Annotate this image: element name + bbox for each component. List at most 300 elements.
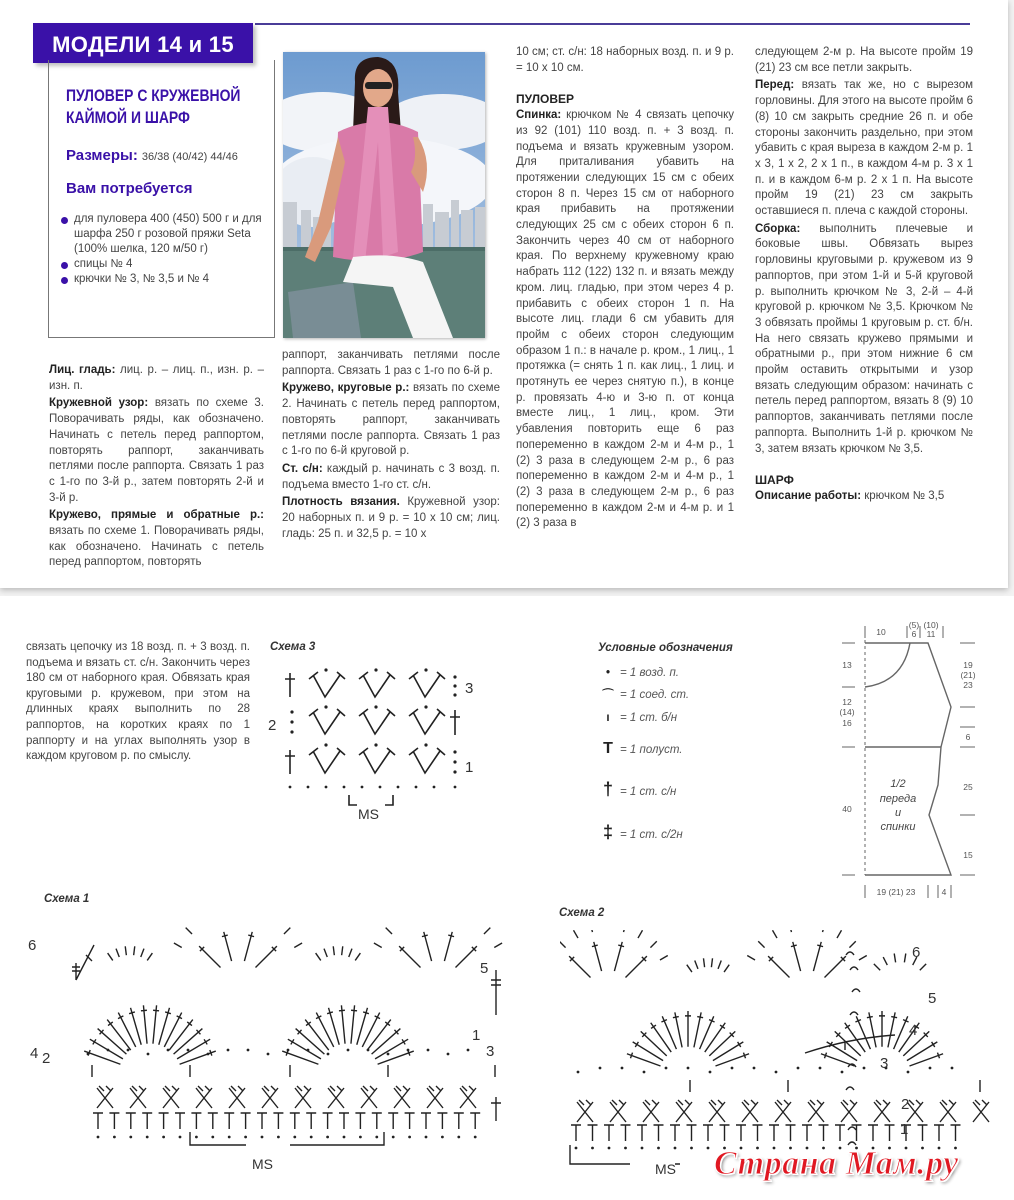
chain-dot xyxy=(179,1136,182,1139)
row-label: 4 xyxy=(30,1045,39,1062)
legend-item: • = 1 возд. п. xyxy=(600,667,679,679)
double-crochet-stitch xyxy=(169,1020,193,1050)
watermark-logo: Страна Мам.ру xyxy=(714,1145,959,1182)
row-label: 2 xyxy=(268,717,277,734)
text-column-2 xyxy=(282,348,500,544)
single-crochet-stitch xyxy=(294,943,302,948)
ms-bracket xyxy=(190,1132,384,1145)
treble-crochet-stitch xyxy=(825,956,846,977)
schema-3-chart xyxy=(265,655,490,830)
treble-crochet-stitch xyxy=(256,946,277,967)
chain-dot xyxy=(657,1147,660,1150)
chain-dot xyxy=(97,1136,100,1139)
row-3-stitches xyxy=(285,672,445,697)
paragraph: следующем 2-м р. На высоте пройм 19 (21) 23 см все петли закрыть. xyxy=(755,46,973,74)
double-crochet-stitch xyxy=(378,1050,414,1064)
paragraph: Ст. с/н: каждый р. начинать с 3 возд. п. подъема вместо 1-го ст. с/н. xyxy=(282,462,500,491)
row-label: 1 xyxy=(900,1121,909,1138)
chain-dot xyxy=(447,1053,450,1056)
chain-dot xyxy=(591,1147,594,1150)
chain-dot xyxy=(167,1049,170,1052)
chain-dot xyxy=(690,1147,693,1150)
double-crochet-stitch xyxy=(715,1053,749,1066)
materials-item: для пуловера 400 (450) 500 г и для шарфа 250 г розовой пряжи Seta (100% шелка, 120 м/50 г) xyxy=(58,212,263,257)
chain-dot xyxy=(841,1071,844,1074)
paragraph: Кружево, прямые и обратные р.: вязать по схеме 1. Поворачивать ряды, как обозначено. Начинать с петель перед раппортом, повторять xyxy=(49,509,264,569)
half-double-stitch xyxy=(208,1113,218,1129)
single-crochet-stitch xyxy=(789,930,791,932)
double-crochet-stitch xyxy=(855,1016,870,1049)
half-double-stitch xyxy=(175,1113,185,1129)
ms-bracket xyxy=(349,795,393,805)
crossed-stitch xyxy=(460,1086,476,1108)
treble-crochet-stitch xyxy=(444,932,454,961)
dim-label: 19 xyxy=(963,660,973,670)
single-crochet-stitch xyxy=(186,928,192,934)
title-line-2: КАЙМОЙ И ШАРФ xyxy=(66,108,190,127)
dim-label: 19 (21) 23 xyxy=(876,887,916,897)
chain-dot xyxy=(392,1136,395,1139)
chain-dot-icon: • xyxy=(605,667,611,679)
half-double-stitch xyxy=(372,1113,382,1129)
paragraph: Лиц. гладь: лиц. р. – лиц. п., изн. р. – изн. п. xyxy=(49,364,264,392)
crossed-stitch xyxy=(709,1100,725,1122)
half-double-stitch xyxy=(191,1113,201,1129)
crossed-stitch xyxy=(907,1100,923,1122)
double-crochet-stitch xyxy=(282,1050,318,1064)
schema-3-title: Схема 3 xyxy=(270,641,316,653)
ms-label: MS xyxy=(655,1161,676,1177)
single-crochet-stitch xyxy=(660,956,668,961)
chain-dot xyxy=(951,1067,954,1070)
header-rule xyxy=(255,23,970,25)
double-crochet-stitch xyxy=(694,1012,703,1047)
single-crochet-stitch xyxy=(494,943,502,948)
sizes xyxy=(66,147,238,164)
single-crochet-stitch xyxy=(849,941,855,947)
crossed-stitch xyxy=(97,1086,113,1108)
materials-heading: Вам потребуется xyxy=(66,180,193,197)
single-crochet-stitch xyxy=(638,930,643,938)
single-crochet-bar-icon: ı xyxy=(606,712,610,724)
schema-2-chart xyxy=(560,930,1000,1180)
chain-dot xyxy=(359,1136,362,1139)
half-double-stitch xyxy=(257,1113,267,1129)
chain-dot xyxy=(127,1049,130,1052)
treble-crochet-cross-icon: ‡ xyxy=(602,822,613,842)
half-double-stitch xyxy=(654,1125,664,1141)
half-double-t-icon: T xyxy=(603,740,613,757)
chain-dot xyxy=(665,1067,668,1070)
section-heading-scarf: ШАРФ xyxy=(755,473,794,488)
chain-dot xyxy=(687,1067,690,1070)
single-crochet-stitch xyxy=(484,928,490,934)
single-crochet-stitch xyxy=(374,943,382,948)
slip-stitch-arc xyxy=(848,1127,856,1130)
double-crochet-stitch xyxy=(327,1008,339,1045)
chain-dot xyxy=(467,1049,470,1052)
legend-item: T = 1 полуст. xyxy=(600,740,682,758)
row-label: 1 xyxy=(465,759,474,776)
half-double-stitch xyxy=(241,1113,251,1129)
single-crochet-stitch xyxy=(349,949,352,957)
chain-dot xyxy=(310,1136,313,1139)
chain-dot xyxy=(441,1136,444,1139)
half-double-stitch xyxy=(437,1113,447,1129)
chain-dot xyxy=(195,1136,198,1139)
paragraph: Кружево, круговые р.: вязать по схеме 2. Начинать с петель перед раппортом, повторять раппорт, заканчивать петлями после раппорта. Связать 1 раз с 1-го по 6-й круговой р. xyxy=(282,382,500,458)
double-crochet-stitch xyxy=(867,1012,876,1047)
legend-item: ‡ = 1 ст. с/2н xyxy=(600,822,683,843)
treble-crochet-stitch xyxy=(422,932,432,961)
pattern-title xyxy=(66,85,241,129)
crossed-stitch xyxy=(130,1086,146,1108)
slip-stitch-arc xyxy=(846,1087,854,1090)
treble-crochet-stitch xyxy=(569,956,590,977)
crossed-stitch xyxy=(874,1100,890,1122)
crossed-stitch xyxy=(676,1100,692,1122)
chain-dot xyxy=(474,1136,477,1139)
half-double-stitch xyxy=(604,1125,614,1141)
chain-dot xyxy=(797,1067,800,1070)
treble-crochet-stitch xyxy=(199,946,220,967)
crossed-stitch xyxy=(940,1100,956,1122)
magazine-page-top xyxy=(0,0,1008,588)
double-crochet-stitch xyxy=(305,1020,329,1050)
treble-crochet-stitch xyxy=(456,946,477,967)
single-crochet-stitch xyxy=(724,965,729,972)
model-badge: МОДЕЛИ 14 и 15 xyxy=(33,23,253,63)
chain-dot xyxy=(387,1053,390,1056)
chain-dot xyxy=(643,1071,646,1074)
double-crochet-stitch xyxy=(673,1012,682,1047)
single-crochet-stitch xyxy=(284,928,290,934)
half-double-stitch xyxy=(126,1113,136,1129)
chain-dot xyxy=(863,1067,866,1070)
garment-schematic xyxy=(830,620,1010,905)
half-double-stitch xyxy=(934,1125,944,1141)
crossed-stitch xyxy=(973,1100,989,1122)
half-double-stitch xyxy=(388,1113,398,1129)
single-crochet-stitch xyxy=(116,949,119,957)
slip-stitch-arc xyxy=(852,989,860,992)
schema-1-chart xyxy=(20,925,510,1180)
crossed-stitch xyxy=(196,1086,212,1108)
double-crochet-stitch xyxy=(159,1008,171,1045)
double-crochet-stitch xyxy=(651,1023,672,1052)
half-double-stitch xyxy=(159,1113,169,1129)
crossed-stitch xyxy=(295,1086,311,1108)
dim-label: 15 xyxy=(963,850,973,860)
double-crochet-stitch xyxy=(372,1029,401,1055)
chain-dot xyxy=(641,1147,644,1150)
chain-dot xyxy=(929,1067,932,1070)
chain-dot xyxy=(326,1136,329,1139)
neckline xyxy=(865,643,910,687)
single-crochet-stitch xyxy=(874,964,880,970)
dim-label: 6 xyxy=(965,732,971,742)
double-crochet-stitch xyxy=(894,1016,909,1049)
treble-crochet-stitch xyxy=(592,942,602,971)
double-crochet-stitch xyxy=(661,1016,676,1049)
chain-dot xyxy=(293,1136,296,1139)
half-double-stitch xyxy=(786,1125,796,1141)
double-crochet-stitch xyxy=(153,1005,159,1043)
chain-dot xyxy=(113,1136,116,1139)
single-crochet-stitch xyxy=(837,930,842,938)
chain-dot xyxy=(775,1071,778,1074)
single-crochet-stitch xyxy=(590,930,592,932)
single-crochet-stitch xyxy=(333,946,334,955)
single-crochet-stitch xyxy=(703,958,704,967)
single-crochet-stitch xyxy=(904,953,905,962)
dim-label: 40 xyxy=(842,804,852,814)
chain-dot xyxy=(621,1067,624,1070)
half-double-stitch xyxy=(405,1113,415,1129)
chain-dot xyxy=(267,1053,270,1056)
row-label: 3 xyxy=(465,680,474,697)
row-label: 2 xyxy=(901,1096,910,1113)
double-crochet-stitch xyxy=(180,1050,216,1064)
chain-dot xyxy=(599,1067,602,1070)
paragraph: Кружевной узор: вязать по схеме 3. Поворачивать ряды, как обозначено. Начинать с петель перед раппортом, повторять раппорт, заканчивать петлями после раппорта. Связать 1 раз с 1-го по 3-й р., затем повторять 2-й и 3-й р. xyxy=(49,397,264,504)
double-crochet-stitch xyxy=(709,1031,735,1056)
half-double-stitch xyxy=(470,1113,480,1129)
double-crochet-cross-icon: † xyxy=(602,779,613,799)
piece-label: переда xyxy=(879,793,917,805)
piece-label: 1/2 xyxy=(890,778,906,790)
dim-label: 11 xyxy=(926,629,936,639)
paragraph: Плотность вязания. Кружевной узор: 20 наборных п. и 9 р. = 10 х 10 см; лиц. гладь: 25 п. и 32,5 р. = 10 х xyxy=(282,496,500,540)
double-stitch xyxy=(491,1097,501,1121)
schema-1-title: Схема 1 xyxy=(44,893,90,905)
chain-dot xyxy=(575,1147,578,1150)
double-crochet-stitch xyxy=(357,1008,369,1045)
dim-label: 12 xyxy=(842,697,852,707)
half-double-stitch xyxy=(637,1125,647,1141)
half-double-stitch xyxy=(588,1125,598,1141)
double-crochet-stitch xyxy=(888,1012,897,1047)
dim-label: 16 xyxy=(842,718,852,728)
double-crochet-stitch xyxy=(641,1031,667,1056)
treble-crochet-stitch xyxy=(614,942,624,971)
single-crochet-stitch xyxy=(711,958,712,967)
single-crochet-stitch xyxy=(695,960,698,968)
treble-crochet-stitch xyxy=(626,956,647,977)
chain-dot xyxy=(277,1136,280,1139)
half-double-stitch xyxy=(323,1113,333,1129)
photo-sunglasses xyxy=(365,82,392,89)
row-label: 1 xyxy=(472,1027,481,1044)
chain-dot xyxy=(327,1053,330,1056)
paragraph: Описание работы: крючком № 3,5 xyxy=(755,489,945,502)
model-photo xyxy=(283,52,485,338)
half-double-stitch xyxy=(290,1113,300,1129)
half-double-stitch xyxy=(736,1125,746,1141)
chain-dot xyxy=(731,1067,734,1070)
treble-crochet-stitch xyxy=(244,932,254,961)
row-label: 6 xyxy=(912,944,921,961)
single-crochet-stitch xyxy=(823,930,825,932)
dim-label: 6 xyxy=(911,629,917,639)
half-double-stitch xyxy=(868,1125,878,1141)
dim-label: (10) xyxy=(923,620,939,630)
materials-list xyxy=(58,212,263,287)
scarf-instructions: связать цепочку из 18 возд. п. + 3 возд. п. подъема и вязать ст. с/н. Закончить через 180 см от наборного края. Обвязать края круговыми р. кружевом, при этом на длинных краях выполнить по 28 раппортов, на коротких краях по 1 раппорту и на углах выполнять узор в каждом круговом р. по смыслу. xyxy=(26,641,250,763)
half-double-stitch xyxy=(753,1125,763,1141)
row-label: 6 xyxy=(28,937,37,954)
half-double-stitch xyxy=(769,1125,779,1141)
single-crochet-stitch xyxy=(324,949,327,957)
crossed-stitch xyxy=(643,1100,659,1122)
double-crochet-stitch xyxy=(700,1016,715,1049)
treble-crochet-stitch xyxy=(768,956,789,977)
chain-dot xyxy=(347,1049,350,1052)
single-crochet-stitch xyxy=(883,957,887,965)
chain-dot xyxy=(146,1136,149,1139)
double-crochet-stitch xyxy=(177,1039,210,1059)
legend-item: † = 1 ст. с/н xyxy=(600,779,676,800)
piece-label: спинки xyxy=(880,821,916,833)
row-label: 3 xyxy=(486,1043,495,1060)
half-double-stitch xyxy=(571,1125,581,1141)
text-column-1 xyxy=(49,363,264,573)
schema-2-title: Схема 2 xyxy=(559,907,605,919)
half-double-stitch xyxy=(819,1125,829,1141)
half-double-stitch xyxy=(224,1113,234,1129)
single-crochet-stitch xyxy=(108,953,113,960)
double-crochet-stitch xyxy=(375,1039,408,1059)
chain-dot xyxy=(709,1071,712,1074)
row-1-stitches xyxy=(285,748,445,774)
slip-stitch-arc xyxy=(850,1012,858,1015)
crossed-stitch xyxy=(808,1100,824,1122)
single-crochet-stitch xyxy=(624,930,626,932)
chain-dot xyxy=(753,1067,756,1070)
single-crochet-stitch xyxy=(316,953,321,960)
single-crochet-stitch xyxy=(342,946,343,955)
chain-dot xyxy=(907,1071,910,1074)
crossed-stitch xyxy=(742,1100,758,1122)
double-crochet-stitch xyxy=(129,1008,141,1045)
garment-outline xyxy=(865,643,951,875)
half-double-stitch xyxy=(273,1113,283,1129)
double-crochet-stitch xyxy=(685,1011,691,1047)
paragraph: 10 см; ст. с/н: 18 наборных возд. п. и 9 р. = 10 х 10 см. xyxy=(516,46,734,74)
chain-dot xyxy=(408,1136,411,1139)
half-double-stitch xyxy=(835,1125,845,1141)
photo-top xyxy=(333,122,423,261)
dim-label: 10 xyxy=(876,627,886,637)
sizes-label: Размеры: xyxy=(66,147,138,164)
single-crochet-stitch xyxy=(141,949,144,957)
single-crochet-stitch xyxy=(758,941,764,947)
legend-item: ⌒ = 1 соед. ст. xyxy=(600,686,689,702)
single-crochet-stitch xyxy=(125,946,126,955)
dim-label: 23 xyxy=(963,680,973,690)
double-crochet-stitch xyxy=(845,1023,866,1052)
dim-label: (5) xyxy=(908,620,920,630)
dim-label: 25 xyxy=(963,782,973,792)
row-label: 5 xyxy=(480,960,489,977)
crossed-stitch xyxy=(328,1086,344,1108)
chain-dot xyxy=(608,1147,611,1150)
single-crochet-stitch xyxy=(574,930,579,938)
chain-dot xyxy=(457,1136,460,1139)
slip-stitch-arc-icon: ⌒ xyxy=(602,689,614,701)
double-crochet-stitch xyxy=(705,1023,726,1052)
double-crochet-stitch xyxy=(367,1020,391,1050)
sizes-value: 36/38 (40/42) 44/46 xyxy=(141,151,238,163)
chain-dot xyxy=(244,1136,247,1139)
dim-label: 4 xyxy=(941,887,947,897)
crossed-stitch xyxy=(163,1086,179,1108)
half-double-stitch xyxy=(339,1113,349,1129)
materials-item: крючки № 3, № 3,5 и № 4 xyxy=(58,272,263,287)
paragraph: Сборка: выполнить плечевые и боковые швы. Обвязать вырез горловины круговыми р. кружевом из 9 раппортов, при этом 1-й и 5-й круговой р. выполнить крючком № 3, 2-й – 4-й круговой р. крючком № 3,5. Крючком № 3 обвязать проймы 1 круговым р. ст. б/н. На него связать кружево прямыми и обратными р., при этом нижние 6 см пройм оставить открытыми и узор вязать следующим образом: начинать с петель перед раппортом, вязать 8 (9) 10 раппортов, заканчивать петлями после раппорта. Выполнить 1-й р. крючком № 3, затем вязать крючком № 3,5. xyxy=(755,222,973,455)
double-crochet-stitch xyxy=(141,1005,147,1043)
chain-dot xyxy=(129,1136,132,1139)
chain-dot xyxy=(707,1147,710,1150)
chain-dot xyxy=(247,1049,250,1052)
crossed-stitch xyxy=(394,1086,410,1108)
half-double-stitch xyxy=(142,1113,152,1129)
single-crochet-stitch xyxy=(920,964,926,970)
half-double-stitch xyxy=(670,1125,680,1141)
chain-dot xyxy=(674,1147,677,1150)
single-crochet-stitch xyxy=(386,928,392,934)
chain-dot xyxy=(624,1147,627,1150)
half-double-stitch xyxy=(802,1125,812,1141)
single-crochet-stitch xyxy=(560,941,566,947)
double-crochet-stitch xyxy=(879,1011,885,1047)
ms-label: MS xyxy=(252,1156,273,1172)
photo-chair xyxy=(288,282,361,338)
half-double-stitch xyxy=(355,1113,365,1129)
treble-crochet-stitch xyxy=(791,942,801,971)
chain-dot xyxy=(343,1136,346,1139)
single-crochet-stitch xyxy=(134,946,135,955)
half-double-stitch xyxy=(93,1113,103,1129)
double-crochet-stitch xyxy=(821,1053,855,1066)
crossed-stitch xyxy=(361,1086,377,1108)
half-double-stitch xyxy=(951,1125,961,1141)
treble-crochet-stitch xyxy=(813,942,823,971)
double-crochet-stitch xyxy=(288,1039,321,1059)
treble-crochet-stitch xyxy=(399,946,420,967)
chain-dot xyxy=(819,1067,822,1070)
crossed-stitch xyxy=(577,1100,593,1122)
legend-title: Условные обозначения xyxy=(598,642,733,654)
chain-dot xyxy=(228,1136,231,1139)
double-crochet-stitch xyxy=(98,1029,127,1055)
row-label: 4 xyxy=(909,1022,918,1039)
title-line-1: ПУЛОВЕР С КРУЖЕВНОЙ xyxy=(66,86,241,105)
chain-dot xyxy=(227,1049,230,1052)
slip-stitch-arc xyxy=(846,952,854,955)
chain-dot xyxy=(147,1053,150,1056)
single-crochet-stitch xyxy=(718,960,721,968)
double-crochet-stitch xyxy=(296,1029,325,1055)
treble-crochet-stitch xyxy=(72,945,94,980)
half-double-stitch xyxy=(687,1125,697,1141)
legend-item: ı = 1 ст. б/н xyxy=(600,712,677,724)
section-heading-pullover: ПУЛОВЕР xyxy=(516,92,575,107)
double-crochet-stitch xyxy=(84,1050,120,1064)
slip-stitch-arc xyxy=(850,967,858,970)
half-double-stitch xyxy=(421,1113,431,1129)
dim-label: 13 xyxy=(842,660,852,670)
